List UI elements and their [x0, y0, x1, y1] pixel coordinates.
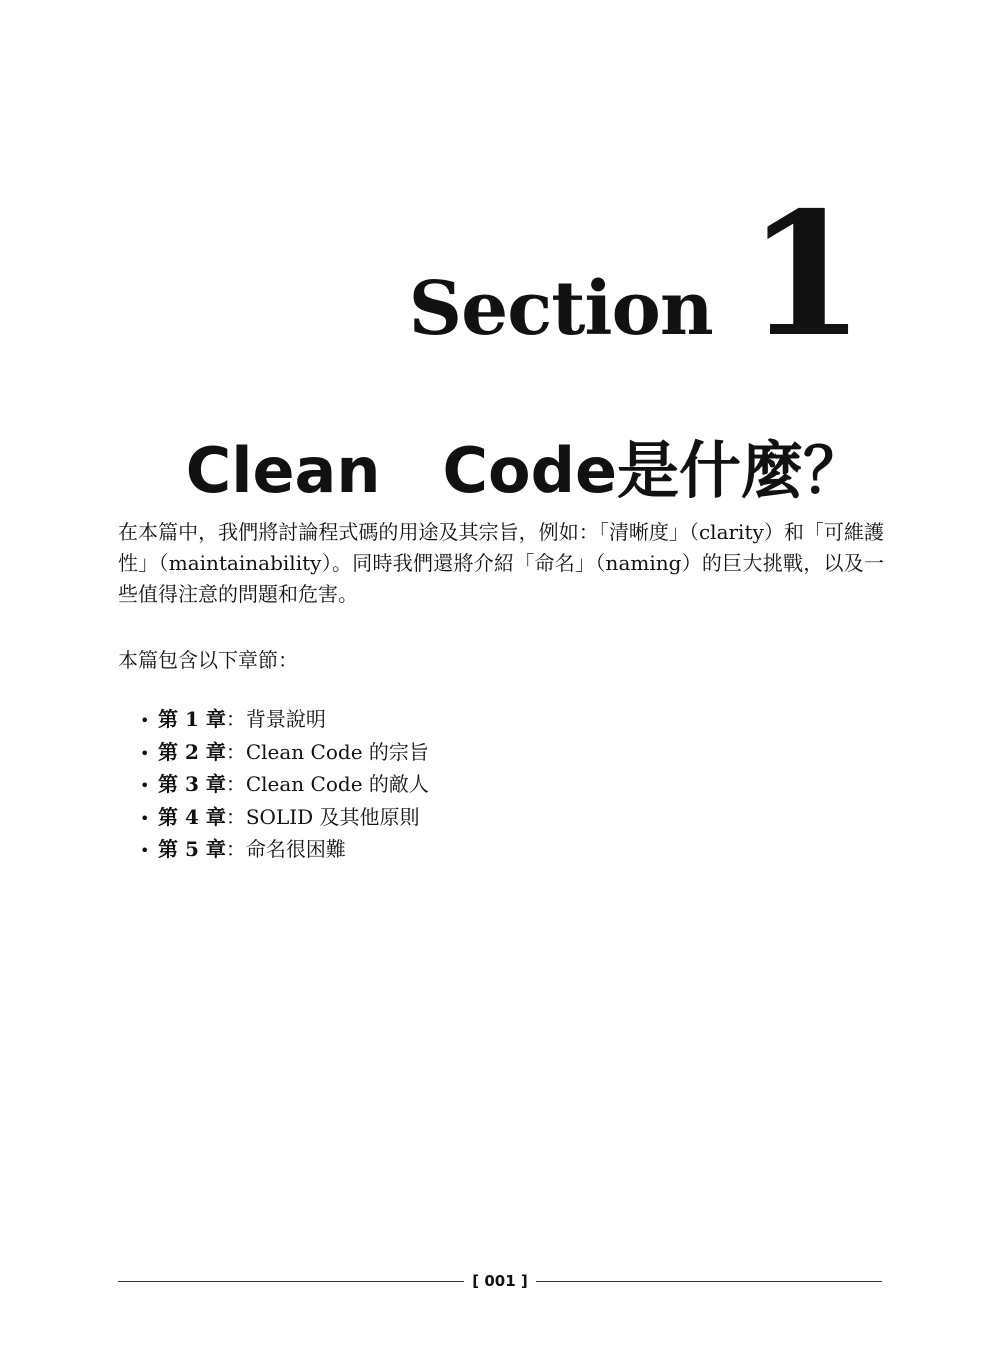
bullet-icon: • — [140, 711, 150, 730]
chapter-separator: ： — [225, 772, 246, 796]
chapter-list — [140, 704, 429, 867]
chapter-separator: ： — [225, 739, 246, 764]
contents-lead: 本篇包含以下章節： — [118, 648, 298, 672]
section-introduction: 在本篇中，我們將討論程式碼的用途及其宗旨，例如：「清晰度」（clarity）和「可維護性」（maintainability）。同時我們還將介紹「命名」（naming）的巨大挑戰，以及一些值得注意的問題和危害。 — [118, 520, 884, 606]
chapter-separator: ： — [225, 837, 246, 861]
footer-rule-left — [118, 1281, 464, 1282]
chapter-title: Clean Code 的敵人 — [245, 772, 429, 796]
chapter-title: 命名很困難 — [245, 837, 346, 861]
page-footer — [118, 1272, 882, 1290]
chapter-title: 背景說明 — [245, 707, 326, 731]
section-label: Section — [408, 266, 713, 352]
bullet-icon: • — [140, 841, 150, 860]
chapter-number: 第 4 章 — [158, 804, 226, 829]
bullet-icon: • — [140, 743, 150, 763]
chapter-separator: ： — [225, 804, 246, 829]
chapter-item — [140, 737, 429, 770]
chapter-title: Clean Code 的宗旨 — [245, 739, 429, 764]
chapter-number: 第 1 章 — [158, 707, 226, 731]
chapter-number: 第 5 章 — [158, 837, 226, 861]
page-number: [ 001 ] — [472, 1272, 528, 1290]
bullet-icon: • — [140, 776, 150, 795]
section-title: Clean Code是什麼？ — [185, 433, 865, 507]
chapter-item — [140, 769, 429, 802]
chapter-title: SOLID 及其他原則 — [245, 804, 420, 829]
footer-rule-right — [536, 1281, 882, 1282]
chapter-separator: ： — [225, 707, 246, 731]
chapter-item — [140, 834, 429, 867]
section-number: 1 — [746, 175, 865, 375]
chapter-item — [140, 802, 429, 835]
bullet-icon: • — [140, 808, 150, 828]
chapter-item — [140, 704, 429, 737]
chapter-number: 第 2 章 — [158, 739, 226, 764]
chapter-number: 第 3 章 — [158, 772, 226, 796]
section-heading — [408, 175, 865, 375]
